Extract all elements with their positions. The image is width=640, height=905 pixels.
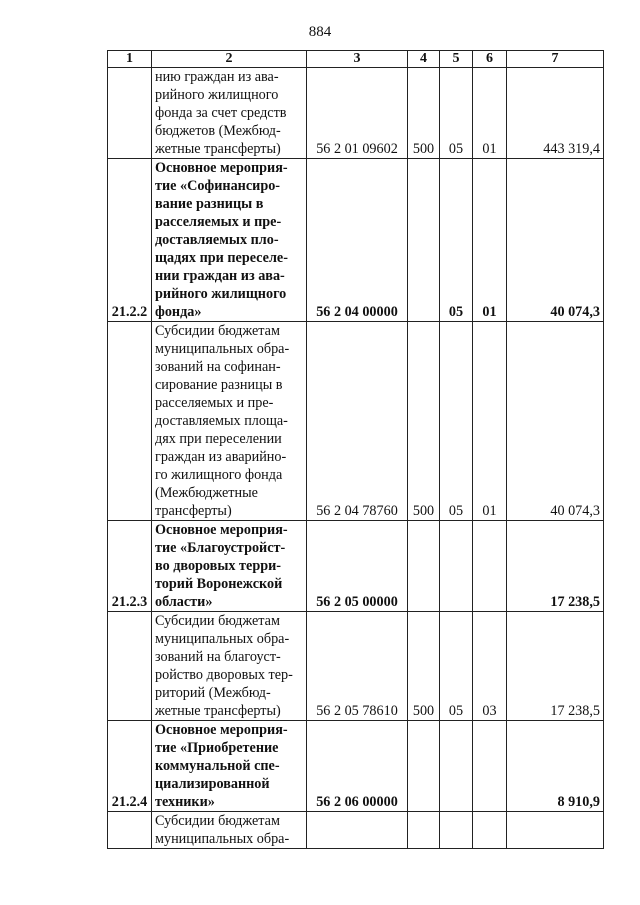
- amount-cell: 8 910,9: [507, 721, 604, 812]
- section-cell: [440, 812, 473, 849]
- description-line: Субсидии бюджетам: [155, 613, 280, 629]
- table-row: [108, 812, 604, 849]
- subsection-cell: 03: [473, 612, 507, 721]
- header-row: [108, 51, 604, 68]
- table-row: [108, 322, 604, 521]
- amount-cell: 443 319,4: [507, 68, 604, 159]
- column-header: 5: [440, 51, 473, 68]
- target-article-cell: 56 2 04 78760: [307, 322, 408, 521]
- column-header: 6: [473, 51, 507, 68]
- description-line: зований на софинан-: [155, 359, 281, 375]
- description-cell: [152, 322, 307, 521]
- column-header: 3: [307, 51, 408, 68]
- description-cell: [152, 68, 307, 159]
- description-line: Основное мероприя-: [155, 160, 288, 176]
- description-line: торий Воронежской: [155, 576, 283, 592]
- table-row: [108, 159, 604, 322]
- row-number-cell: 21.2.4: [108, 721, 152, 812]
- description-line: жетные трансферты): [155, 703, 281, 719]
- description-line: сирование разницы в: [155, 377, 283, 393]
- expense-type-cell: [408, 521, 440, 612]
- amount-cell: [507, 812, 604, 849]
- subsection-cell: 01: [473, 322, 507, 521]
- description-line: бюджетов (Межбюд-: [155, 123, 281, 139]
- table-row: [108, 68, 604, 159]
- column-header: 7: [507, 51, 604, 68]
- row-number-cell: [108, 322, 152, 521]
- description-line: щадях при переселе-: [155, 250, 288, 266]
- description-line: муниципальных обра-: [155, 341, 290, 357]
- description-line: Основное мероприя-: [155, 722, 288, 738]
- description-line: трансферты): [155, 503, 232, 519]
- description-line: ройство дворовых тер-: [155, 667, 293, 683]
- description-line: дях при переселении: [155, 431, 282, 447]
- description-line: рийного жилищного: [155, 286, 287, 302]
- description-line: граждан из аварийно-: [155, 449, 287, 465]
- amount-cell: 40 074,3: [507, 322, 604, 521]
- budget-table: [107, 50, 604, 849]
- section-cell: 05: [440, 68, 473, 159]
- table-body: [108, 68, 604, 849]
- target-article-cell: 56 2 04 00000: [307, 159, 408, 322]
- subsection-cell: 01: [473, 159, 507, 322]
- section-cell: 05: [440, 322, 473, 521]
- expense-type-cell: [408, 812, 440, 849]
- table-row: [108, 612, 604, 721]
- description-line: риторий (Межбюд-: [155, 685, 271, 701]
- description-line: муниципальных обра-: [155, 831, 290, 847]
- description-line: Основное мероприя-: [155, 522, 288, 538]
- description-cell: [152, 521, 307, 612]
- description-line: фонда»: [155, 304, 202, 320]
- description-line: тие «Благоустройст-: [155, 540, 286, 556]
- table-row: [108, 721, 604, 812]
- subsection-cell: [473, 721, 507, 812]
- description-line: муниципальных обра-: [155, 631, 290, 647]
- section-cell: 05: [440, 612, 473, 721]
- expense-type-cell: 500: [408, 68, 440, 159]
- description-line: техники»: [155, 794, 215, 810]
- description-cell: [152, 159, 307, 322]
- description-line: тие «Софинансиро-: [155, 178, 281, 194]
- amount-cell: 17 238,5: [507, 612, 604, 721]
- amount-cell: 17 238,5: [507, 521, 604, 612]
- subsection-cell: 01: [473, 68, 507, 159]
- description-line: коммунальной спе-: [155, 758, 280, 774]
- row-number-cell: 21.2.3: [108, 521, 152, 612]
- description-line: фонда за счет средств: [155, 105, 287, 121]
- description-line: Субсидии бюджетам: [155, 323, 280, 339]
- column-header: 4: [408, 51, 440, 68]
- column-header: 1: [108, 51, 152, 68]
- row-number-cell: [108, 68, 152, 159]
- column-header: 2: [152, 51, 307, 68]
- row-number-cell: [108, 612, 152, 721]
- page-number: 884: [308, 24, 332, 40]
- description-line: го жилищного фонда: [155, 467, 283, 483]
- target-article-cell: 56 2 06 00000: [307, 721, 408, 812]
- expense-type-cell: 500: [408, 612, 440, 721]
- section-cell: [440, 721, 473, 812]
- table-row: [108, 521, 604, 612]
- description-line: доставляемых площа-: [155, 413, 288, 429]
- amount-cell: 40 074,3: [507, 159, 604, 322]
- description-line: расселяемых и пре-: [155, 214, 282, 230]
- description-line: зований на благоуст-: [155, 649, 281, 665]
- description-cell: [152, 812, 307, 849]
- description-line: вание разницы в: [155, 196, 264, 212]
- description-line: циализированной: [155, 776, 270, 792]
- expense-type-cell: 500: [408, 322, 440, 521]
- expense-type-cell: [408, 721, 440, 812]
- description-line: доставляемых пло-: [155, 232, 279, 248]
- description-line: (Межбюджетные: [155, 485, 258, 501]
- description-line: рийного жилищного: [155, 87, 279, 103]
- section-cell: 05: [440, 159, 473, 322]
- target-article-cell: 56 2 05 78610: [307, 612, 408, 721]
- expense-type-cell: [408, 159, 440, 322]
- description-line: жетные трансферты): [155, 141, 281, 157]
- subsection-cell: [473, 521, 507, 612]
- description-line: расселяемых и пре-: [155, 395, 274, 411]
- description-line: нии граждан из ава-: [155, 268, 285, 284]
- target-article-cell: [307, 812, 408, 849]
- description-cell: [152, 612, 307, 721]
- row-number-cell: 21.2.2: [108, 159, 152, 322]
- row-number-cell: [108, 812, 152, 849]
- subsection-cell: [473, 812, 507, 849]
- description-cell: [152, 721, 307, 812]
- description-line: во дворовых терри-: [155, 558, 281, 574]
- description-line: Субсидии бюджетам: [155, 813, 280, 829]
- description-line: нию граждан из ава-: [155, 69, 279, 85]
- description-line: тие «Приобретение: [155, 740, 279, 756]
- target-article-cell: 56 2 05 00000: [307, 521, 408, 612]
- section-cell: [440, 521, 473, 612]
- target-article-cell: 56 2 01 09602: [307, 68, 408, 159]
- description-line: области»: [155, 594, 213, 610]
